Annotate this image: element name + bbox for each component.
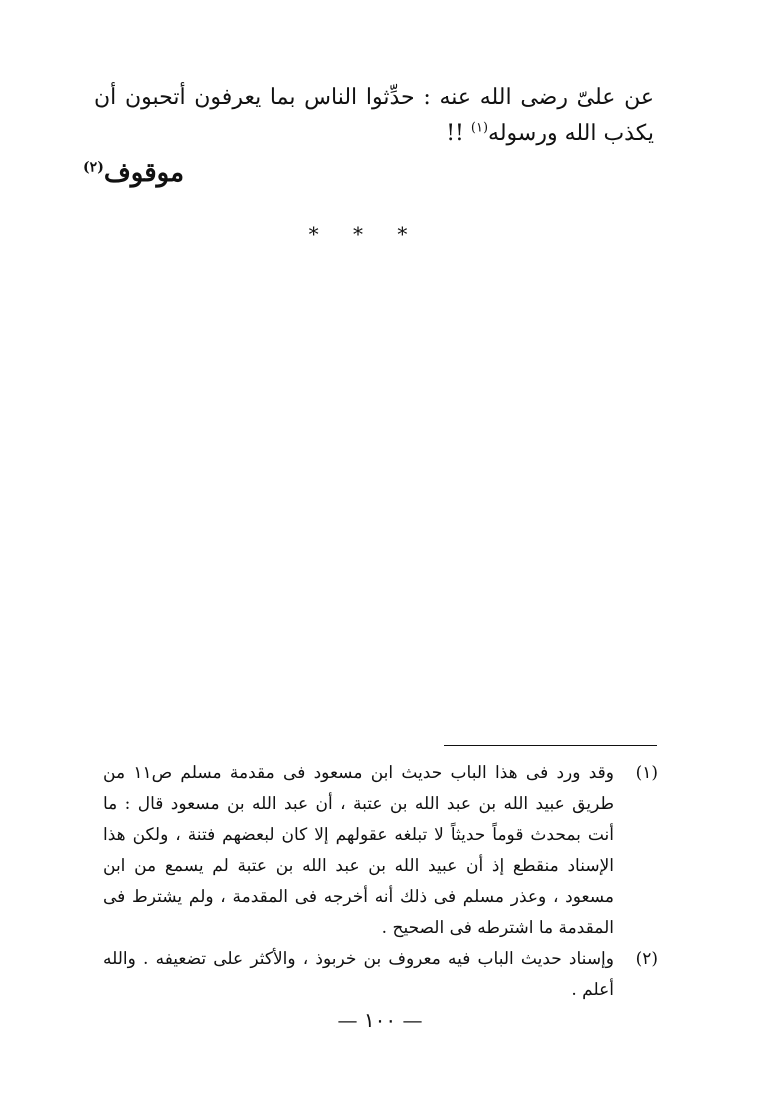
verdict-label [83, 158, 184, 188]
footnote-ref-2: (٢) [83, 159, 104, 176]
footnote-ref-1: (١) [470, 120, 489, 136]
exclamation-marks: !! [446, 121, 471, 146]
footnote-number: (٢) [635, 949, 658, 969]
verdict-text: موقوف [103, 158, 184, 188]
footnote-2 [103, 944, 658, 1006]
footnote-text: وقد ورد فى هذا الباب حديث ابن مسعود فى مقدمة مسلم ص١١ من طريق عبيد الله بن عبد الله بن عتبة ، أن عبد الله بن مسعود قال : ما أنت بمحدث قوماً حديثاً لا تبلغه عقولهم إلا كان لبعضهم فتنة ، ولكن هذا الإسناد منقطع إذ أن عبيد الله بن عبد الله بن عتبة لم يسمع من ابن مسعود ، وعذر مسلم فى ذلك أنه أخرجه فى المقدمة ، ولم يشترط فى المقدمة ما اشترطه فى الصحيح . [103, 763, 614, 938]
main-text [94, 80, 654, 152]
footnotes [103, 758, 658, 1006]
page-number: — ١٠٠ — [337, 1008, 423, 1032]
section-separator: * * * [308, 222, 422, 246]
footnote-number: (١) [635, 763, 658, 783]
footnote-divider [444, 745, 657, 746]
hadith-text [94, 80, 654, 152]
footnote-1 [103, 758, 658, 944]
footnote-text: وإسناد حديث الباب فيه معروف بن خربوذ ، والأكثر على تضعيفه . والله أعلم . [103, 949, 614, 1000]
hadith-line: عن علىّ رضى الله عنه : حدِّثوا الناس بما يعرفون أتحبون أن يكذب الله ورسوله [94, 85, 654, 146]
